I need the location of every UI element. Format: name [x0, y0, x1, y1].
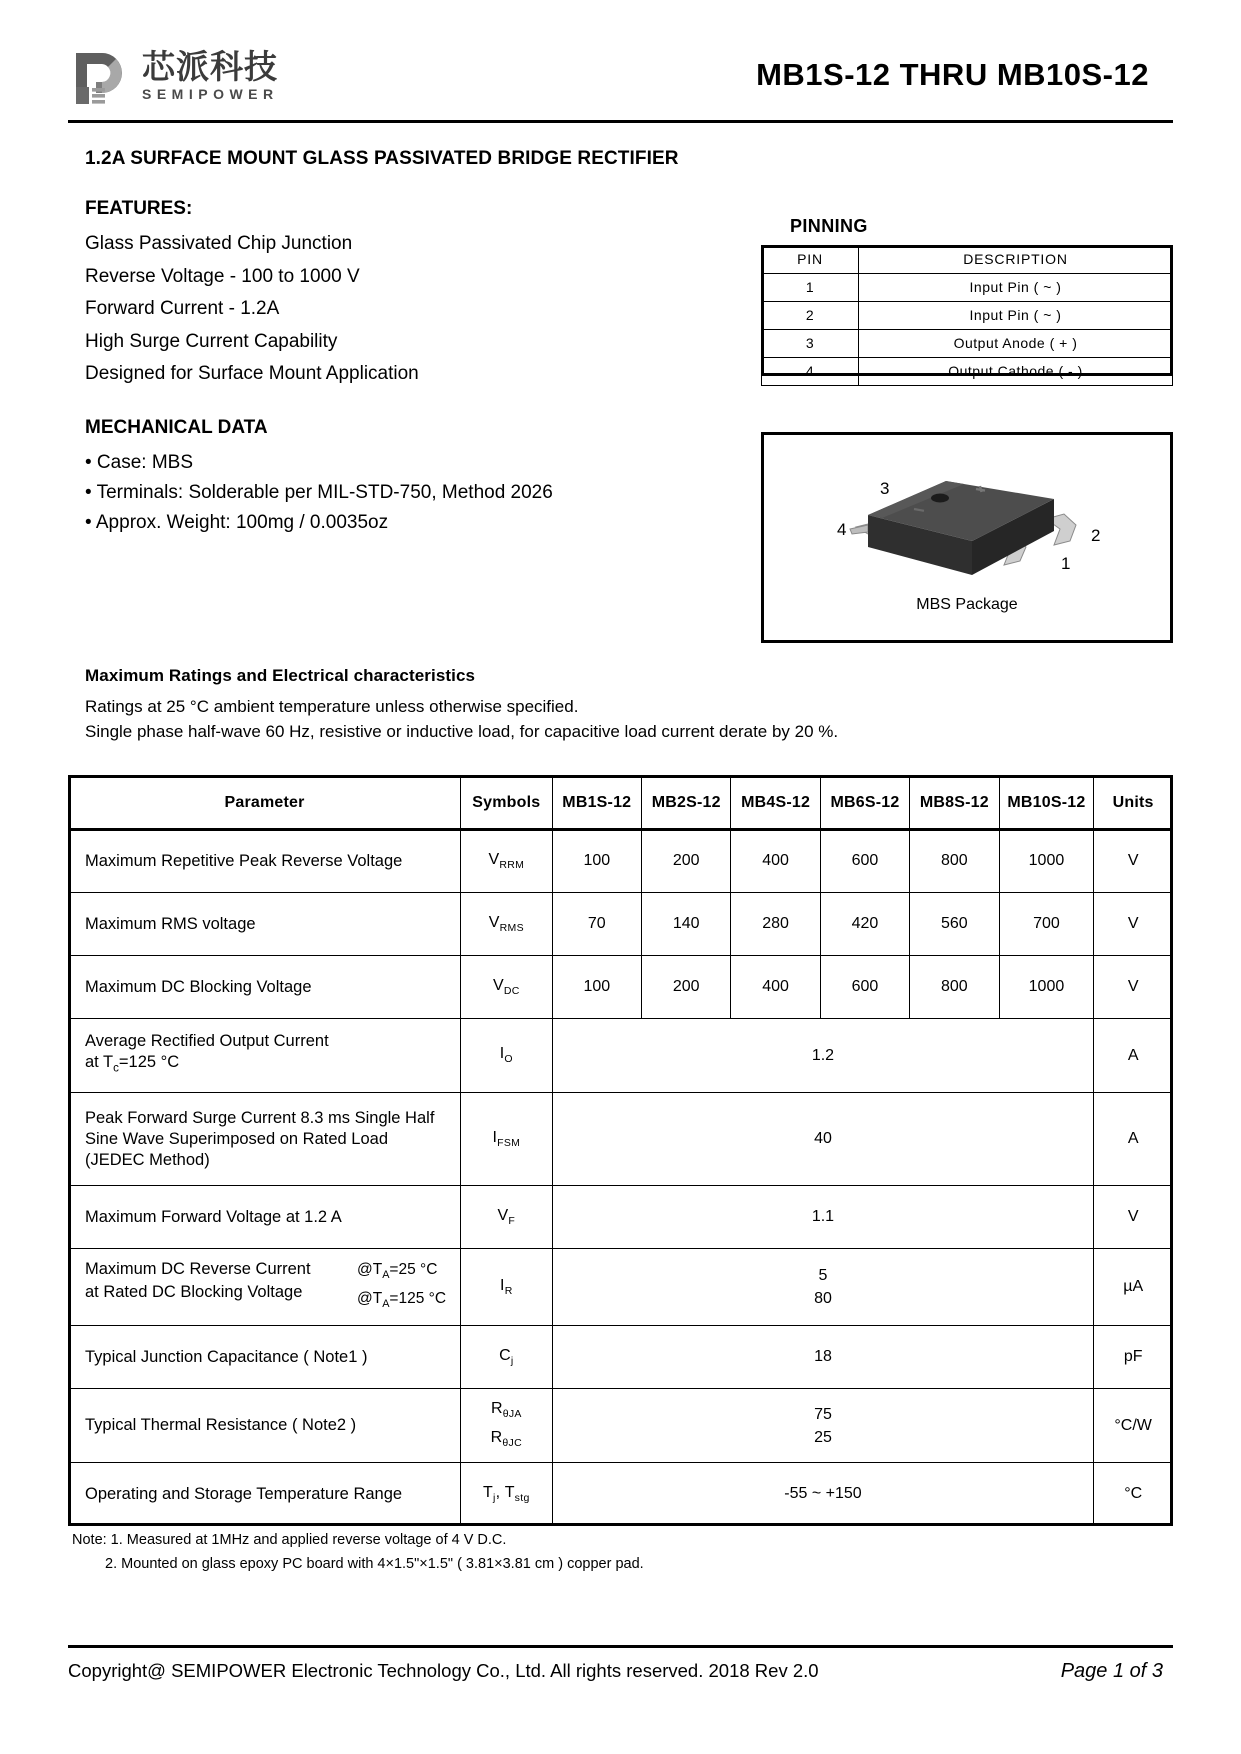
table-row [69, 1463, 1173, 1526]
mechanical-item: • Case: MBS [85, 452, 194, 473]
row-condition-line: $@T_A=125$ °C [356, 1290, 447, 1311]
col-symbols: Symbols [461, 776, 553, 830]
table-row [69, 956, 1173, 1019]
feature-item: Designed for Surface Mount Application [85, 363, 419, 384]
col-mb2s: MB2S-12 [641, 776, 730, 830]
table-row [69, 1249, 1173, 1326]
table-row [69, 1389, 1173, 1463]
row-value: 400 [731, 830, 820, 893]
row-value: 70 [552, 893, 641, 956]
row-units: V [1094, 893, 1173, 956]
row-symbol [461, 1389, 553, 1463]
footnote-2: 2. Mounted on glass epoxy PC board with 4×1.5"×1.5" ( 3.81×3.81 cm ) copper pad. [105, 1556, 644, 1572]
row-value-span: 1.2 [552, 1019, 1094, 1093]
ratings-table-header-underline [68, 828, 1173, 831]
mechanical-data-list [85, 448, 553, 538]
row-symbol: $I_R$ [461, 1249, 553, 1326]
table-header-row [69, 776, 1173, 830]
row-symbol-line: $R_{\theta JC}$ [490, 1428, 522, 1449]
row-parameter [69, 1249, 461, 1326]
row-symbol-line: $R_{\theta JA}$ [490, 1399, 522, 1420]
row-parameter: Maximum Forward Voltage at 1.2 A [69, 1186, 461, 1249]
brand-wordmark [142, 46, 279, 102]
row-symbol: $I_O$ [461, 1019, 553, 1093]
pin-description: Output Cathode ( - ) [859, 358, 1173, 386]
row-units: °C/W [1094, 1389, 1173, 1463]
row-symbol: $V_{DC}$ [461, 956, 553, 1019]
row-value: 140 [641, 893, 730, 956]
row-units: V [1094, 1186, 1173, 1249]
col-mb4s: MB4S-12 [731, 776, 820, 830]
row-parameter: Maximum DC Blocking Voltage [69, 956, 461, 1019]
pin-number: 2 [762, 302, 859, 330]
features-heading: FEATURES: [85, 198, 193, 219]
table-row [69, 1186, 1173, 1249]
row-symbol: $C_j$ [461, 1326, 553, 1389]
row-value: 100 [552, 830, 641, 893]
row-value-line: 80 [814, 1290, 832, 1308]
header-divider [68, 120, 1173, 123]
feature-item: High Surge Current Capability [85, 330, 338, 352]
col-mb10s: MB10S-12 [999, 776, 1094, 830]
feature-item: Forward Current - 1.2A [85, 298, 280, 319]
row-symbol: $T_j$, $T_{stg}$ [461, 1463, 553, 1526]
table-row [762, 274, 1173, 302]
footer-divider [68, 1645, 1173, 1648]
row-parameter: Maximum RMS voltage [69, 893, 461, 956]
row-value: 100 [552, 956, 641, 1019]
ratings-note-line: Single phase half-wave 60 Hz, resistive or inductive load, for capacitive load current derate by 20 %. [85, 722, 839, 741]
pin-description: Output Anode ( + ) [859, 330, 1173, 358]
package-caption: MBS Package [916, 596, 1018, 613]
row-value: 560 [910, 893, 999, 956]
mechanical-item: • Approx. Weight: 100mg / 0.0035oz [85, 512, 389, 533]
row-parameter: Typical Thermal Resistance ( Note2 ) [69, 1389, 461, 1463]
row-value-span: 18 [552, 1326, 1094, 1389]
row-parameter: Maximum Repetitive Peak Reverse Voltage [69, 830, 461, 893]
row-parameter [69, 1093, 461, 1186]
package-pin-label-3: 3 [880, 479, 890, 498]
pin-number: 3 [762, 330, 859, 358]
row-parameter: Typical Junction Capacitance ( Note1 ) [69, 1326, 461, 1389]
row-value-span [552, 1389, 1094, 1463]
table-row [69, 1093, 1173, 1186]
ratings-notes [85, 694, 838, 744]
row-value-span: 1.1 [552, 1186, 1094, 1249]
col-mb1s: MB1S-12 [552, 776, 641, 830]
footnote-1: Note: 1. Measured at 1MHz and applied reverse voltage of 4 V D.C. [72, 1532, 507, 1548]
col-parameter: Parameter [69, 776, 461, 830]
row-value: 400 [731, 956, 820, 1019]
package-pin-label-1: 1 [1061, 554, 1071, 573]
pinning-col-pin: PIN [762, 246, 859, 274]
row-units: °C [1094, 1463, 1173, 1526]
row-units: A [1094, 1093, 1173, 1186]
row-parameter-line: Sine Wave Superimposed on Rated Load [85, 1129, 388, 1148]
row-symbol: $V_F$ [461, 1186, 553, 1249]
row-parameter-line: Peak Forward Surge Current 8.3 ms Single Half [85, 1108, 435, 1127]
part-number-title: MB1S-12 THRU MB10S-12 [756, 57, 1149, 92]
table-row [69, 830, 1173, 893]
ratings-table [68, 775, 1173, 1526]
row-value-line: 25 [814, 1428, 832, 1446]
document-title: 1.2A SURFACE MOUNT GLASS PASSIVATED BRIDGE RECTIFIER [85, 148, 679, 169]
brand-name-en: SEMIPOWER [142, 85, 279, 102]
package-diagram-box [761, 432, 1173, 643]
row-value-span [552, 1249, 1094, 1326]
pin-description: Input Pin ( ~ ) [859, 302, 1173, 330]
page-number: Page 1 of 3 [1060, 1660, 1163, 1682]
table-row [762, 302, 1173, 330]
ratings-heading: Maximum Ratings and Electrical characteristics [85, 666, 476, 685]
package-pin-label-2: 2 [1091, 526, 1101, 545]
mechanical-item: • Terminals: Solderable per MIL-STD-750, Method 2026 [85, 482, 553, 503]
features-list [85, 228, 419, 391]
row-value: 280 [731, 893, 820, 956]
row-value-line: 5 [818, 1267, 828, 1285]
row-symbol: $I_{FSM}$ [461, 1093, 553, 1186]
footnotes [72, 1528, 644, 1576]
row-parameter [69, 1019, 461, 1093]
row-parameter-line: Maximum DC Reverse Current [85, 1260, 311, 1278]
ratings-note-line: Ratings at 25 °C ambient temperature unless otherwise specified. [85, 697, 579, 716]
row-value: 800 [910, 830, 999, 893]
row-parameter: Operating and Storage Temperature Range [69, 1463, 461, 1526]
row-units: V [1094, 830, 1173, 893]
row-parameter-line: at $T_c=125$ °C [85, 1053, 180, 1075]
pinning-col-description: DESCRIPTION [859, 246, 1173, 274]
row-parameter-line: (JEDEC Method) [85, 1150, 210, 1169]
row-units: V [1094, 956, 1173, 1019]
row-value: 600 [820, 956, 909, 1019]
page-header [68, 34, 1173, 116]
table-row [69, 1326, 1173, 1389]
row-units: pF [1094, 1326, 1173, 1389]
row-value: 1000 [999, 830, 1094, 893]
feature-item: Reverse Voltage - 100 to 1000 V [85, 265, 360, 287]
mechanical-data-heading: MECHANICAL DATA [85, 417, 268, 438]
row-value: 600 [820, 830, 909, 893]
feature-item: Glass Passivated Chip Junction [85, 233, 353, 254]
row-value: 420 [820, 893, 909, 956]
row-units: µA [1094, 1249, 1173, 1326]
row-parameter-line: at Rated DC Blocking Voltage [85, 1283, 303, 1301]
pinning-heading: PINNING [790, 216, 868, 236]
copyright-text: Copyright@ SEMIPOWER Electronic Technology Co., Ltd. All rights reserved. 2018 Rev 2.0 [68, 1660, 819, 1681]
pin-description: Input Pin ( ~ ) [859, 274, 1173, 302]
row-parameter-line: Average Rectified Output Current [85, 1032, 329, 1051]
row-units: A [1094, 1019, 1173, 1093]
row-value: 800 [910, 956, 999, 1019]
table-row [762, 358, 1173, 386]
row-symbol: $V_{RRM}$ [461, 830, 553, 893]
page-footer [68, 1660, 1173, 1683]
row-value-span: -55 ~ +150 [552, 1463, 1094, 1526]
package-pin-label-4: 4 [837, 520, 847, 539]
table-row [762, 330, 1173, 358]
table-row [69, 1019, 1173, 1093]
row-value: 200 [641, 956, 730, 1019]
pin-number: 1 [762, 274, 859, 302]
brand-name-cn: 芯派科技 [142, 46, 278, 86]
col-units: Units [1094, 776, 1173, 830]
row-symbol: $V_{RMS}$ [461, 893, 553, 956]
col-mb8s: MB8S-12 [910, 776, 999, 830]
row-value-span: 40 [552, 1093, 1094, 1186]
row-value-line: 75 [814, 1405, 832, 1423]
row-value: 200 [641, 830, 730, 893]
row-value: 700 [999, 893, 1094, 956]
pinning-table [761, 245, 1173, 386]
row-value: 1000 [999, 956, 1094, 1019]
brand-logo [68, 43, 279, 107]
table-row [762, 246, 1173, 274]
pin-number: 4 [762, 358, 859, 386]
semipower-logo-icon [68, 43, 132, 107]
table-row [69, 893, 1173, 956]
col-mb6s: MB6S-12 [820, 776, 909, 830]
row-condition-line: $@T_A=25$ °C [356, 1261, 438, 1282]
